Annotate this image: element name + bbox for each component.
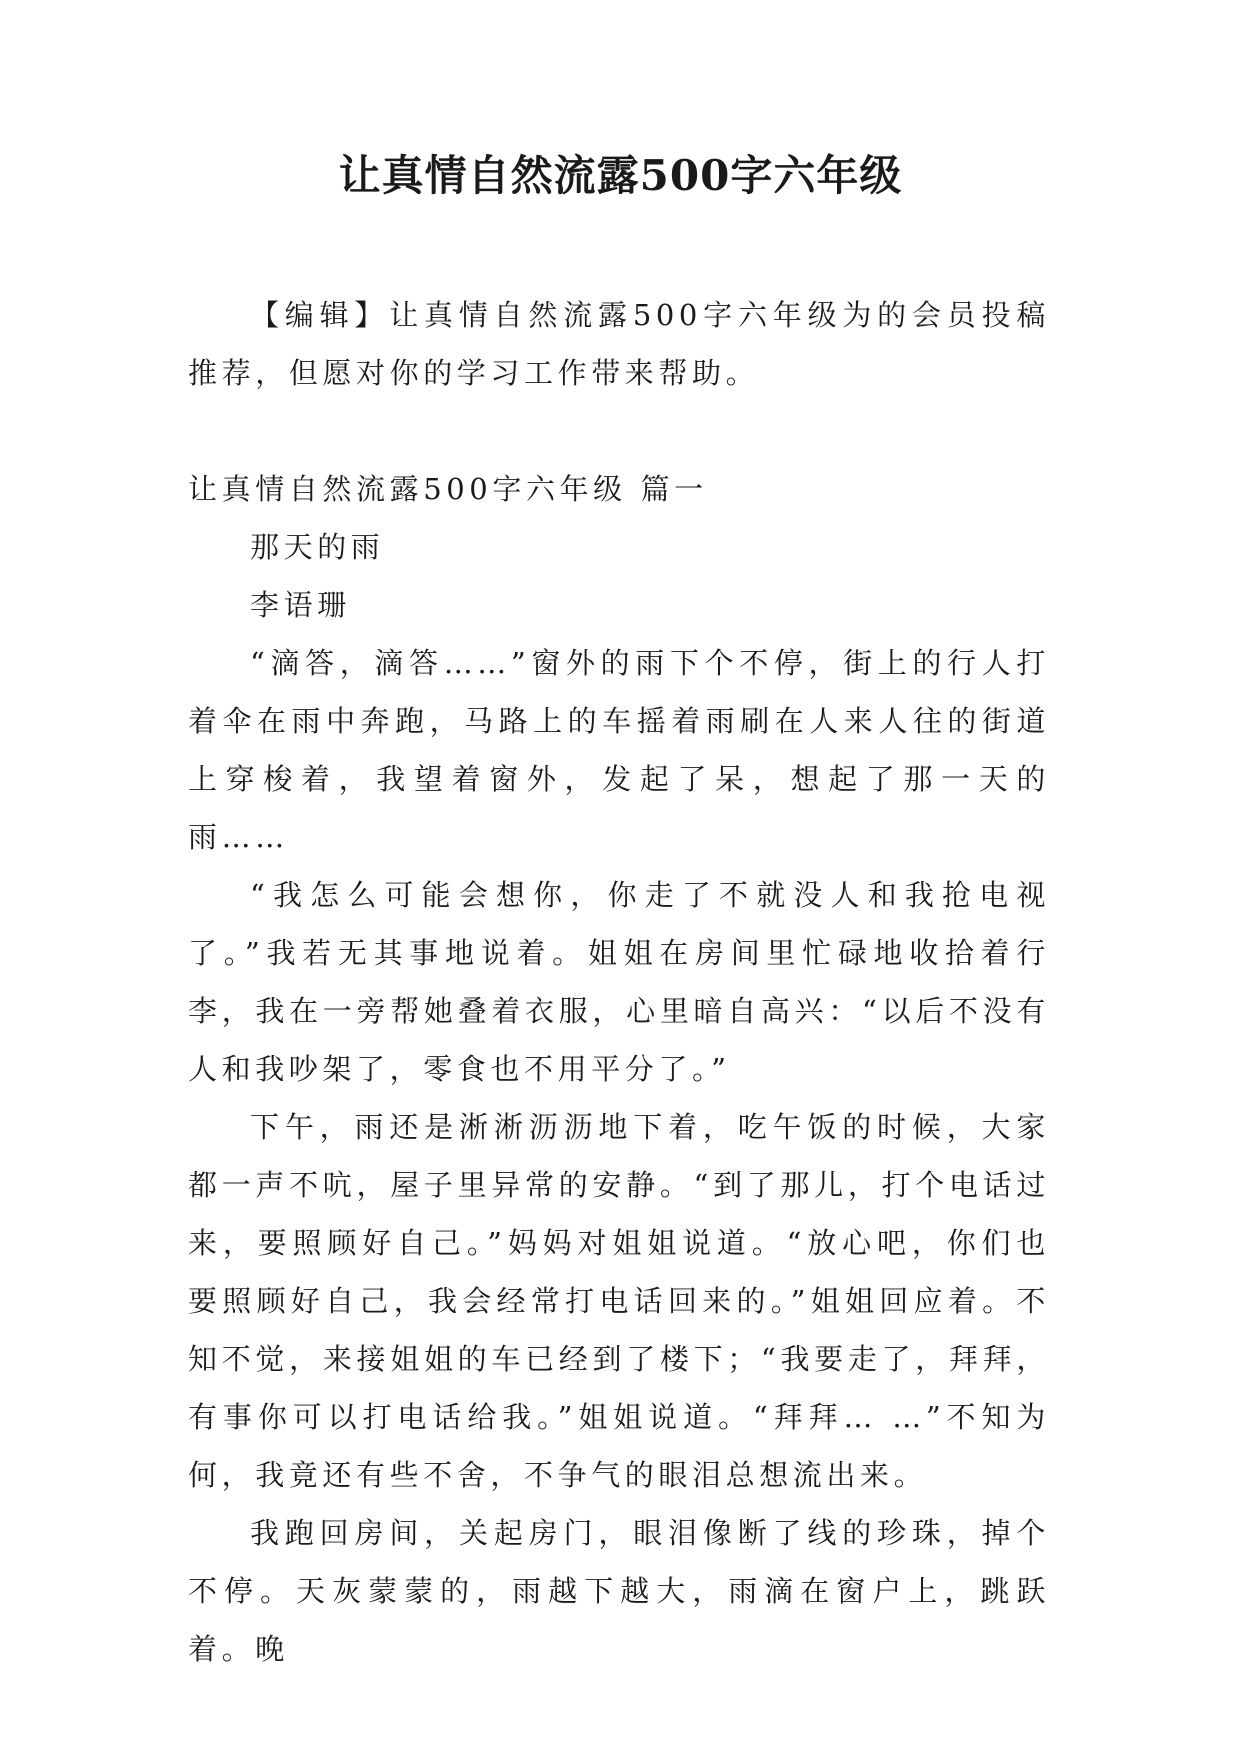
author-name: 李语珊 [250,588,351,622]
document-title: 让真情自然流露500字六年级 [338,151,903,200]
body-paragraph: 我跑回房间，关起房门，眼泪像断了线的珍珠，掉个不停。天灰蒙蒙的，雨越下越大，雨滴在窗户上，跳跃着。晚 [188,1516,1050,1666]
body-paragraph: 下午，雨还是淅淅沥沥地下着，吃午饭的时候，大家都一声不吭，屋子里异常的安静。“到了那儿，打个电话过来，要照顾好自己。”妈妈对姐姐说道。“放心吧，你们也要照顾好自己，我会经常打电话回来的。”姐姐回应着。不知不觉，来接姐姐的车已经到了楼下；“我要走了，拜拜，有事你可以打电话给我。”姐姐说道。“拜拜… …”不知为何，我竟还有些不舍，不争气的眼泪总想流出来。 [188,1110,1050,1492]
body-paragraph: “我怎么可能会想你，你走了不就没人和我抢电视了。”我若无其事地说着。姐姐在房间里忙碌地收拾着行李，我在一旁帮她叠着衣服，心里暗自高兴：“以后不没有人和我吵架了，零食也不用平分了。” [188,878,1050,1086]
intro-paragraph: 【编辑】让真情自然流露500字六年级为的会员投稿推荐，但愿对你的学习工作带来帮助。 [188,298,1050,390]
essay-title: 那天的雨 [250,530,385,564]
spacer [188,402,1050,460]
document-body [188,286,1050,1678]
body-paragraph: “滴答，滴答……”窗外的雨下个不停，街上的行人打着伞在雨中奔跑，马路上的车摇着雨刷在人来人往的街道上穿梭着，我望着窗外，发起了呆，想起了那一天的雨…… [188,646,1050,854]
section-heading: 让真情自然流露500字六年级 篇一 [188,472,708,506]
